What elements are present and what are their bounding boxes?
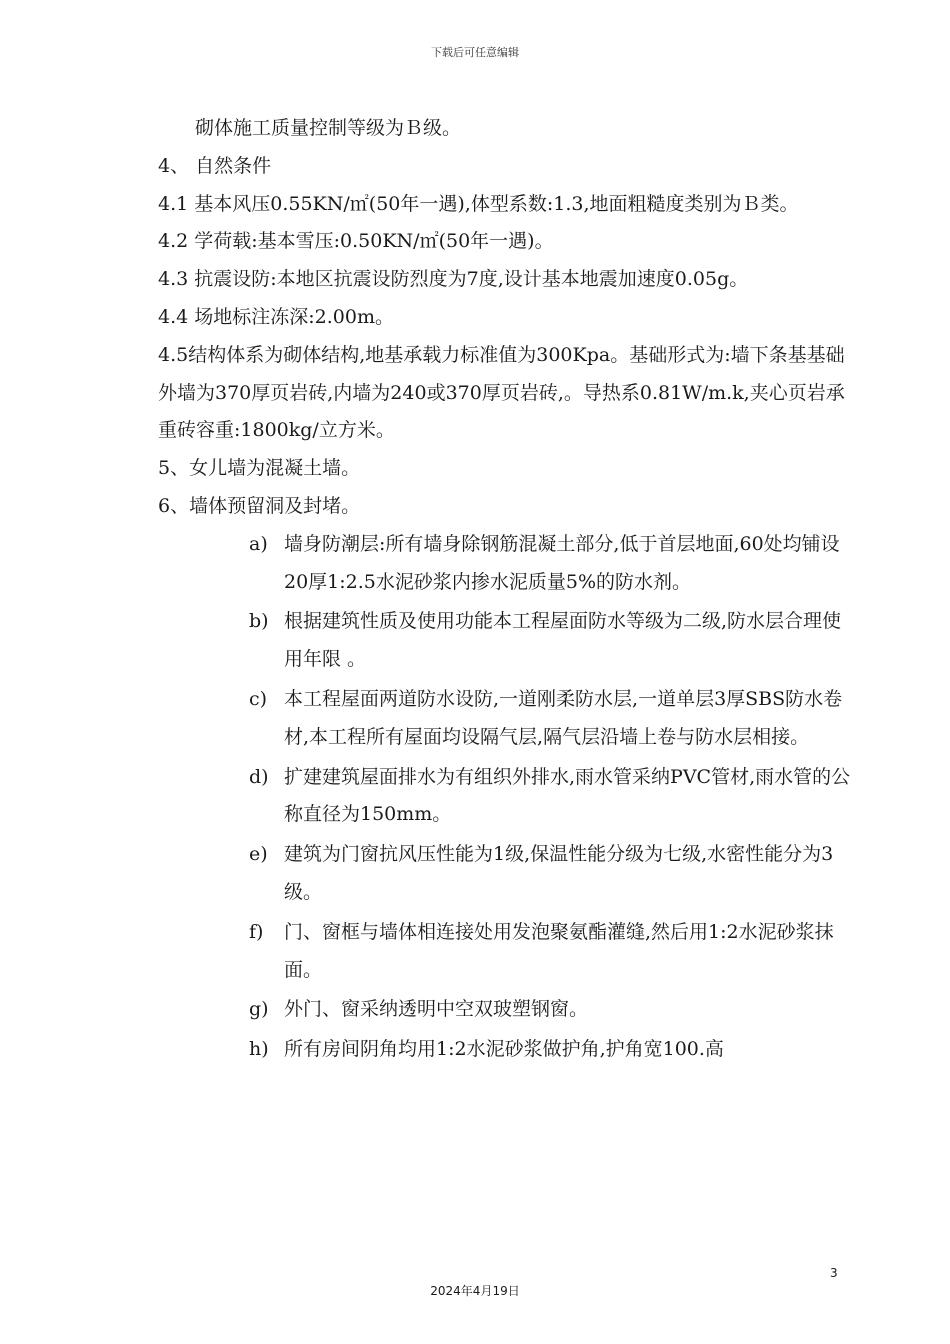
list-item [158, 526, 858, 602]
list-item [158, 603, 858, 679]
section-parapet: 5、女儿墙为混凝土墙。 [158, 457, 361, 480]
list-item [158, 681, 858, 757]
paragraph-frost-depth: 4.4 场地标注冻深:2.00m。 [158, 305, 394, 328]
section-natural-conditions: 4、 自然条件 [158, 154, 272, 177]
list-marker: d) [249, 765, 269, 788]
page-number: 3 [830, 1266, 838, 1280]
list-item-text: 扩建建筑屋面排水为有组织外排水,雨水管采纳PVC管材,雨水管的公称直径为150mm。 [284, 765, 851, 826]
list-marker: h) [249, 1038, 269, 1061]
paragraph-masonry-grade: 砌体施工质量控制等级为Ｂ级。 [195, 117, 462, 139]
list-item-text: 建筑为门窗抗风压性能为1级,保温性能分级为七级,水密性能分为3级。 [284, 843, 834, 903]
paragraph-structure-system: 4.5结构体系为砌体结构,地基承载力标准值为300Kpa。基础形式为:墙下条基基础外墙为370厚页岩砖,内墙为240或370厚页岩砖,。导热系0.81W/m.k,夹心页岩承重砖容重:1800kg/立方米。 [158, 343, 845, 442]
list-item [158, 836, 858, 912]
list-marker: c) [249, 687, 268, 710]
list-item [158, 759, 858, 835]
paragraph-snow-load: 4.2 学荷载:基本雪压:0.50KN/㎡(50年一遇)。 [158, 230, 554, 253]
section-wall-openings: 6、墙体预留洞及封堵。 [158, 494, 361, 517]
list-item-text: 墙身防潮层:所有墙身除钢筋混凝土部分,低于首层地面,60处均铺设20厚1:2.5水泥砂浆内掺水泥质量5%的防水剂。 [284, 532, 840, 593]
list-marker: a) [249, 532, 268, 555]
list-item [158, 914, 858, 990]
page-footer-date: 2024年4月19日 [430, 1284, 520, 1298]
list-item-text: 所有房间阴角均用1:2水泥砂浆做护角,护角宽100.高 [284, 1038, 724, 1061]
list-item-text: 根据建筑性质及使用功能本工程屋面防水等级为二级,防水层合理使用年限 。 [284, 610, 842, 671]
page-header: 下载后可任意编辑 [431, 46, 519, 59]
list-item [158, 991, 858, 1029]
list-marker: e) [249, 843, 268, 866]
list-marker: g) [249, 998, 269, 1021]
list-item-text: 外门、窗采纳透明中空双玻塑钢窗。 [284, 998, 589, 1021]
list-marker: b) [249, 610, 269, 633]
list-item-text: 本工程屋面两道防水设防,一道刚柔防水层,一道单层3厚SBS防水卷材,本工程所有屋面均设隔气层,隔气层沿墙上卷与防水层相接。 [284, 687, 843, 748]
paragraph-seismic: 4.3 抗震设防:本地区抗震设防烈度为7度,设计基本地震加速度0.05g。 [158, 268, 749, 291]
list-marker: f) [249, 920, 264, 943]
document-body [158, 110, 858, 1069]
list-item [158, 1031, 858, 1069]
paragraph-wind-pressure: 4.1 基本风压0.55KN/㎡(50年一遇),体型系数:1.3,地面粗糙度类别为Ｂ类。 [158, 192, 799, 215]
list-item-text: 门、窗框与墙体相连接处用发泡聚氨酯灌缝,然后用1:2水泥砂浆抹面。 [284, 920, 834, 981]
